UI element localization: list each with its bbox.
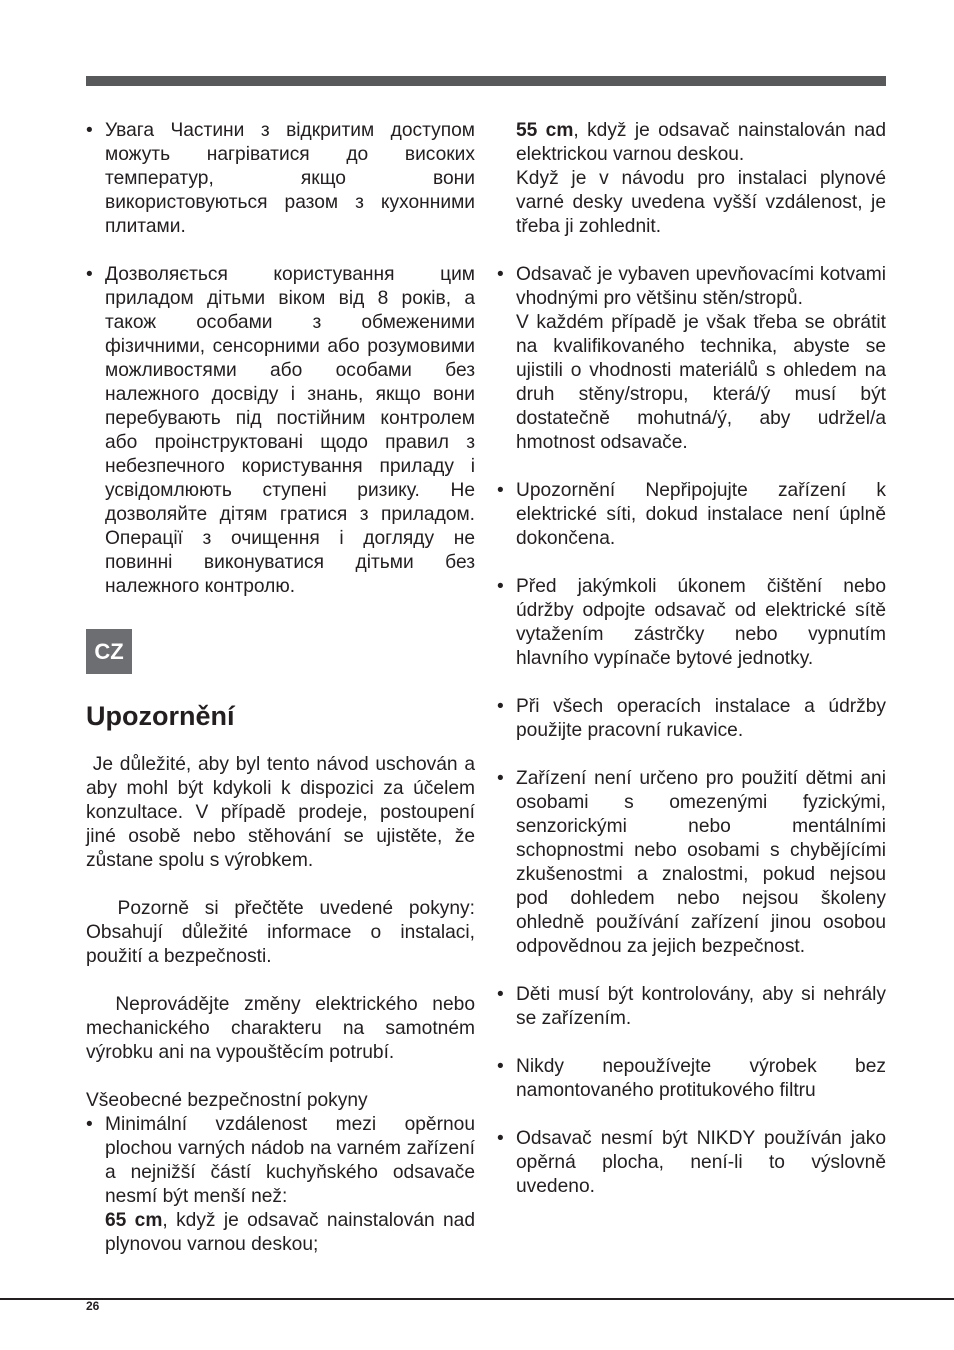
list-item xyxy=(497,1055,886,1103)
list-item-text: Upozornění Nepřipojujte zařízení k elektrické síti, dokud instalace není úplně dokončena. xyxy=(516,480,886,549)
ua-warning-text: Увага Частини з відкритим доступом можуть нагріватися до високих температур, якщо вони використовуються разом з кухонними плитами. xyxy=(105,120,475,237)
paragraph: Je důležité, aby byl tento návod uschován a aby mohl být kdykoli k dispozici za účelem konzultace. V případě prodeje, postoupení jiné osobě nebo stěhování se ujistěte, že zůstane spolu s výrobkem. xyxy=(86,754,486,871)
paragraph: Neprovádějte změny elektrického nebo mechanického charakteru na samotném výrobku ani na vypouštěcím potrubí. xyxy=(86,994,481,1063)
left-column xyxy=(86,119,486,1257)
footer-line xyxy=(0,1298,954,1300)
bullet: • xyxy=(86,264,93,285)
language-badge: CZ xyxy=(86,629,132,674)
bullet: • xyxy=(497,1128,504,1149)
bullet: • xyxy=(497,768,504,789)
electric-distance-text: , když je odsavač nainstalován nad elektrickou varnou deskou. xyxy=(516,120,886,165)
list-item-text: Děti musí být kontrolovány, aby si nehrály se zařízením. xyxy=(516,984,886,1029)
list-item xyxy=(86,1113,475,1257)
general-safety-title: Všeobecné bezpečnostní pokyny xyxy=(86,1090,368,1111)
list-item xyxy=(497,263,886,455)
gas-note: Když je v návodu pro instalaci plynové varné desky uvedena vyšší vzdálenost, je třeba ji zohlednit. xyxy=(516,168,886,237)
list-item-text: Nikdy nepoužívejte výrobek bez namontovaného protitukového filtru xyxy=(516,1056,886,1101)
right-column xyxy=(497,119,886,1199)
list-item-text: V každém případě je však třeba se obrátit na kvalifikovaného technika, abyste se ujistili o vhodnosti materiálů s ohledem na druh stěny/stropu, která/ý musí být dostatečně mohutná/ý, aby udržel/a hmotnost odsavače. xyxy=(516,312,886,453)
list-item xyxy=(497,767,886,959)
list-item xyxy=(497,575,886,671)
list-item xyxy=(497,983,886,1031)
electric-distance-value: 55 cm xyxy=(516,120,574,141)
bullet: • xyxy=(86,120,93,141)
electric-distance xyxy=(497,119,886,239)
list-item-text: Při všech operacích instalace a údržby použijte pracovní rukavice. xyxy=(516,696,886,741)
bullet: • xyxy=(497,984,504,1005)
list-item xyxy=(497,1127,886,1199)
list-item xyxy=(86,119,475,239)
header-bar xyxy=(86,76,886,86)
bullet: • xyxy=(497,1056,504,1077)
list-item-text: Zařízení není určeno pro použití dětmi ani osobami s omezenými fyzickými, senzorickými nebo mentálními schopnostmi nebo osobami s chybějícími zkušenostmi a znalostmi, pokud nejsou pod dohledem nebo nejsou školeny ohledně používání zařízení jinou osobou odpovědnou za jejich bezpečnost. xyxy=(516,768,886,957)
list-item xyxy=(497,695,886,743)
bullet: • xyxy=(497,576,504,597)
bullet: • xyxy=(86,1114,93,1135)
ua-children-text: Дозволяється користування цим приладом дітьми віком від 8 років, а також особами з обмеженими фізичними, сенсорними або розумовими можливостями або особами без належного досвіду і знань, якщо вони перебувають під постійним контролем або проінструктовані щодо правил з небезпечного користування приладу і усвідомлюють ступені ризику. Не дозволяйте дітям гратися з приладом. Операції з очищення і догляду не повинні виконуватися дітьми без належного контролю. xyxy=(105,264,475,597)
gas-distance-text: , když je odsavač nainstalován nad plynovou varnou deskou; xyxy=(105,1210,475,1255)
list-item xyxy=(497,479,886,551)
bullet: • xyxy=(497,480,504,501)
section-heading: Upozornění xyxy=(86,701,235,731)
list-item xyxy=(86,263,475,599)
gas-distance xyxy=(105,1209,475,1257)
distance-text: Minimální vzdálenost mezi opěrnou plochou varných nádob na varném zařízení a nejnižší částí kuchyňského odsavače nesmí být menší než: xyxy=(105,1114,475,1207)
list-item-text: Odsavač nesmí být NIKDY používán jako opěrná plocha, není-li to výslovně uvedeno. xyxy=(516,1128,886,1197)
paragraph: Pozorně si přečtěte uvedené pokyny: Obsahují důležité informace o instalaci, použití a bezpečnosti. xyxy=(86,898,481,967)
list-item-text: Před jakýmkoli úkonem čištění nebo údržby odpojte odsavač od elektrické sítě vytažením zástrčky nebo vypnutím hlavního vypínače bytové jednotky. xyxy=(516,576,886,669)
bullet: • xyxy=(497,696,504,717)
gas-distance-value: 65 cm xyxy=(105,1210,163,1231)
page-number: 26 xyxy=(86,1299,100,1313)
list-item-text: Odsavač je vybaven upevňovacími kotvami vhodnými pro většinu stěn/stropů. xyxy=(516,264,886,309)
bullet: • xyxy=(497,264,504,285)
right-list xyxy=(497,239,886,1199)
